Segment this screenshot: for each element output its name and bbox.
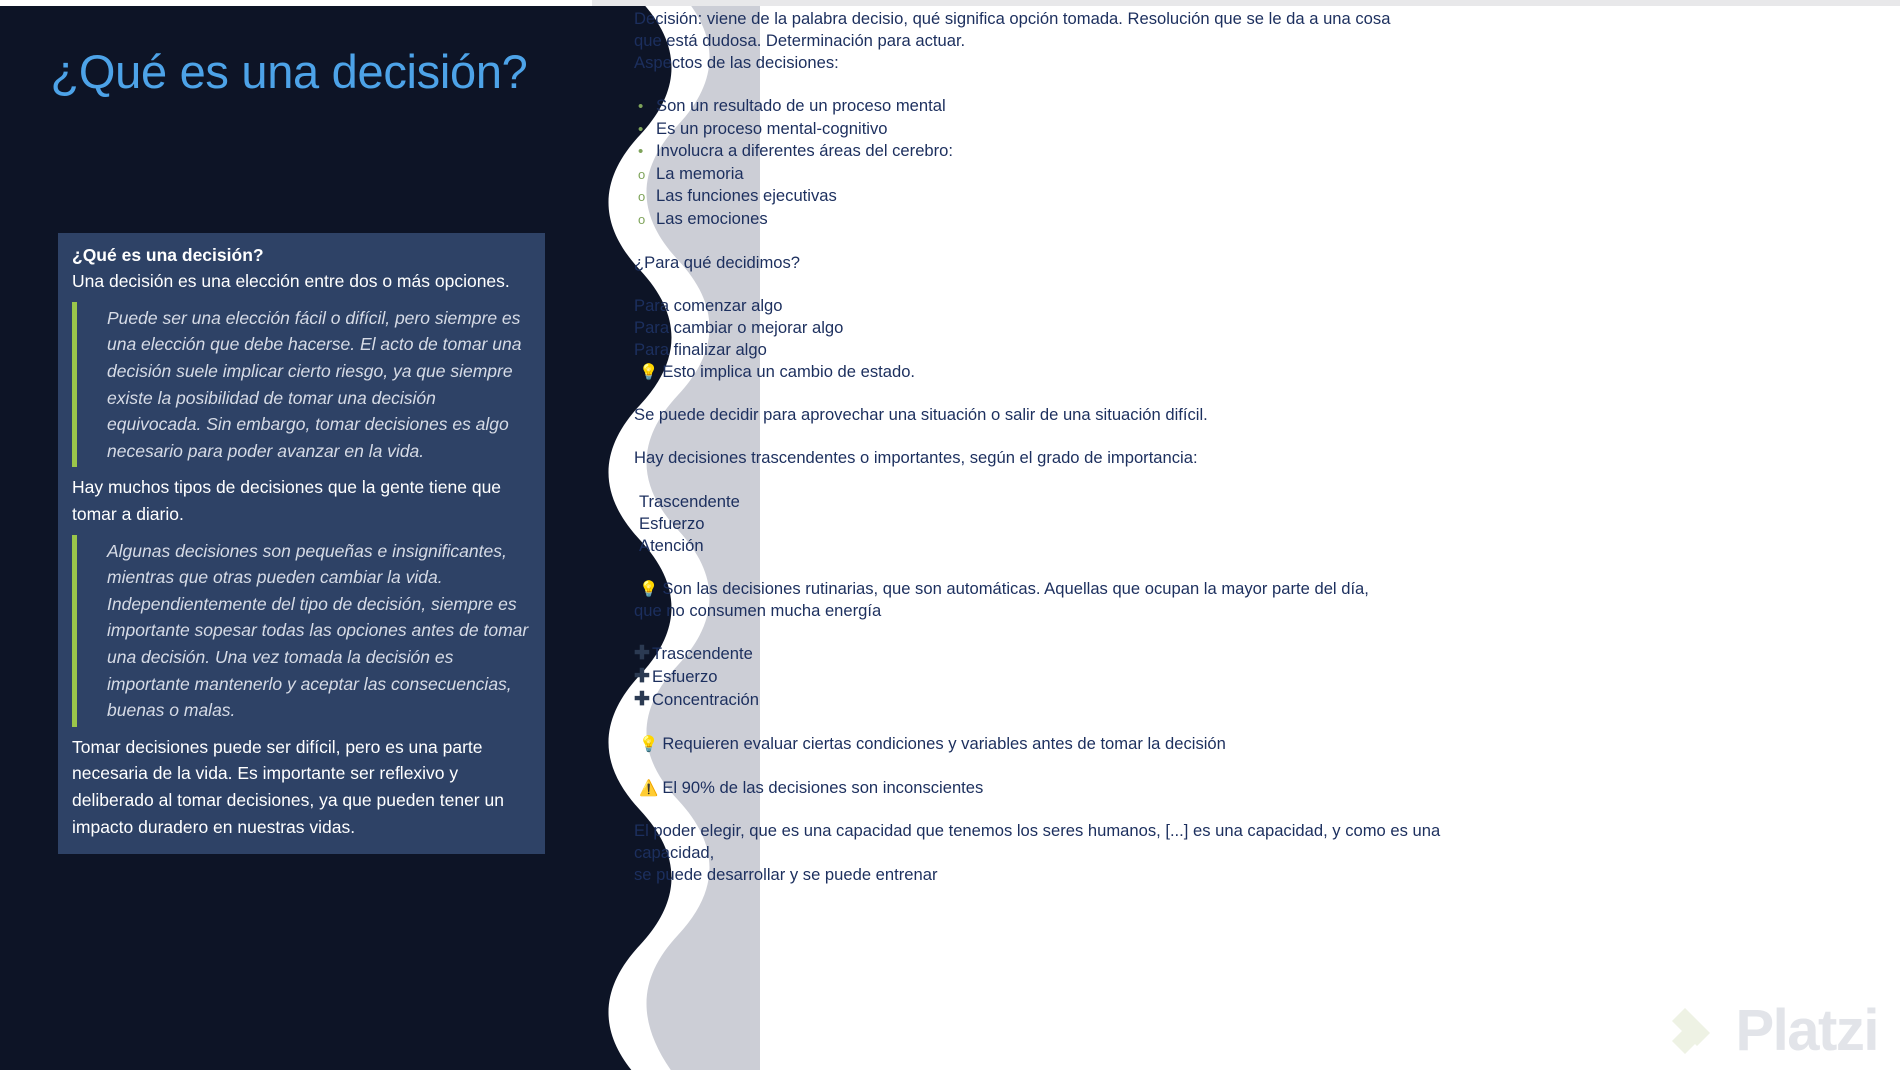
why-heading: ¿Para qué decidimos? <box>634 252 801 272</box>
platzi-wordmark: Platzi <box>1735 998 1878 1063</box>
aspect-item <box>634 95 1834 118</box>
definition-line-2: que está dudosa. Determinación para actuar. <box>634 31 966 51</box>
definition-card-heading: ¿Qué es una decisión? <box>72 245 264 265</box>
routine-note-line-1 <box>634 578 1834 601</box>
slide-title: ¿Qué es una decisión? <box>50 45 528 98</box>
warning-icon: ⚠️ <box>639 779 659 797</box>
plus-item-label: Concentración <box>652 690 760 710</box>
aspect-item-label: La memoria <box>656 163 744 183</box>
definition-card-quote-1: Puede ser una elección fácil o difícil, pero siempre es una elección que debe hacerse. El acto de tomar una decisión suele implicar cierto riesgo, ya que siempre existe la posibilidad de tomar una decisión equivocada. Sin embargo, tomar decisiones es algo necesario para poder avanzar en la vida. <box>72 302 533 468</box>
plus-item <box>634 689 1834 712</box>
warning-note-text: El 90% de las decisiones son inconscientes <box>662 777 984 797</box>
definition-card-quote-2: Algunas decisiones son pequeñas e insignificantes, mientras que otras pueden cambiar la vida. Independientemente del tipo de decisión, siempre es importante sopesar todas las opciones antes de tomar una decisión. Una vez tomada la decisión es importante mantenerlo y aceptar las consecuencias, buenas o malas. <box>72 535 533 727</box>
lightbulb-icon: 💡 <box>639 735 659 753</box>
routine-list <box>634 491 1834 557</box>
routine-item: Atención <box>639 535 704 555</box>
filled-bullet-icon: • <box>638 143 644 161</box>
aspect-item <box>634 208 1834 231</box>
aspects-list <box>634 95 1834 230</box>
aspect-item <box>634 163 1834 186</box>
plus-item <box>634 643 1834 666</box>
evaluate-note <box>634 733 1834 756</box>
routine-note-line-2: que no consumen mucha energía <box>634 601 882 621</box>
evaluate-note-text: Requieren evaluar ciertas condiciones y variables antes de tomar la decisión <box>662 733 1226 753</box>
definition-line-1: Decisión: viene de la palabra decisio, qué significa opción tomada. Resolución que se le da a una cosa <box>634 9 1391 28</box>
spacer <box>634 622 1834 643</box>
spacer <box>634 231 1834 252</box>
aspect-item-label: Es un proceso mental-cognitivo <box>656 118 888 138</box>
slide-content <box>0 0 578 1070</box>
spacer <box>634 74 1834 95</box>
filled-bullet-icon: • <box>638 120 644 138</box>
spacer <box>634 799 1834 820</box>
closing-line-1: El poder elegir, que es una capacidad que tenemos los seres humanos, [...] es una capacidad, y como es una <box>634 821 1441 841</box>
aspect-item <box>634 140 1834 163</box>
why-note <box>634 361 1834 384</box>
lightbulb-icon: 💡 <box>639 363 659 381</box>
aspects-heading: Aspectos de las decisiones: <box>634 53 839 73</box>
why-item: Para comenzar algo <box>634 295 783 315</box>
aspect-item-label: Las emociones <box>656 209 768 228</box>
aspect-item-label: Son un resultado de un proceso mental <box>656 96 946 116</box>
spacer <box>634 383 1834 404</box>
definition-card-intro: Una decisión es una elección entre dos o más opciones. <box>72 271 510 292</box>
aspect-item <box>634 118 1834 141</box>
spacer <box>634 426 1834 447</box>
plus-item-label: Trascendente <box>652 644 753 664</box>
window-top-edge-left <box>0 0 592 6</box>
why-item: Para finalizar algo <box>634 339 767 359</box>
why-item: Para cambiar o mejorar algo <box>634 317 844 337</box>
aspect-item-label: Involucra a diferentes áreas del cerebro: <box>656 141 954 161</box>
closing-line-2: capacidad, <box>634 843 715 863</box>
closing-line-3: se puede desarrollar y se puede entrenar <box>634 865 938 885</box>
hollow-bullet-icon: o <box>638 212 646 227</box>
why-list <box>634 295 1834 361</box>
definition-card-outro: Tomar decisiones puede ser difícil, pero es una parte necesaria de la vida. Es importante ser reflexivo y deliberado al tomar decisiones, ya que pueden tener un impacto duradero en nuestras vidas. <box>72 736 504 837</box>
hollow-bullet-icon: o <box>638 189 646 205</box>
definition-card-middle: Hay muchos tipos de decisiones que la gente tiene que tomar a diario. <box>72 477 502 524</box>
plus-item-label: Esfuerzo <box>652 667 718 687</box>
aspect-item-label: Las funciones ejecutivas <box>656 186 837 206</box>
plus-icon: ✚ <box>634 643 650 665</box>
importance-line: Hay decisiones trascendentes o importantes, según el grado de importancia: <box>634 448 1198 468</box>
plus-item <box>634 666 1834 689</box>
situation-line: Se puede decidir para aprovechar una situación o salir de una situación difícil. <box>634 405 1208 425</box>
routine-item: Trascendente <box>639 491 740 511</box>
spacer <box>634 712 1834 733</box>
aspect-item <box>634 185 1834 208</box>
spacer <box>634 557 1834 578</box>
hollow-bullet-icon: o <box>638 166 646 182</box>
warning-note <box>634 777 1834 800</box>
filled-bullet-icon: • <box>638 98 644 116</box>
plus-icon: ✚ <box>634 689 650 711</box>
spacer <box>634 274 1834 295</box>
plus-list <box>634 643 1834 712</box>
spacer <box>634 470 1834 491</box>
spacer <box>634 756 1834 777</box>
routine-note-text-1: Son las decisiones rutinarias, que son automáticas. Aquellas que ocupan la mayor parte del día, <box>662 578 1369 598</box>
why-note-text: Esto implica un cambio de estado. <box>662 361 916 381</box>
notes-body <box>634 8 1834 886</box>
definition-card <box>58 233 545 854</box>
routine-item: Esfuerzo <box>639 513 705 533</box>
lightbulb-icon: 💡 <box>639 580 659 598</box>
plus-icon: ✚ <box>634 666 650 688</box>
